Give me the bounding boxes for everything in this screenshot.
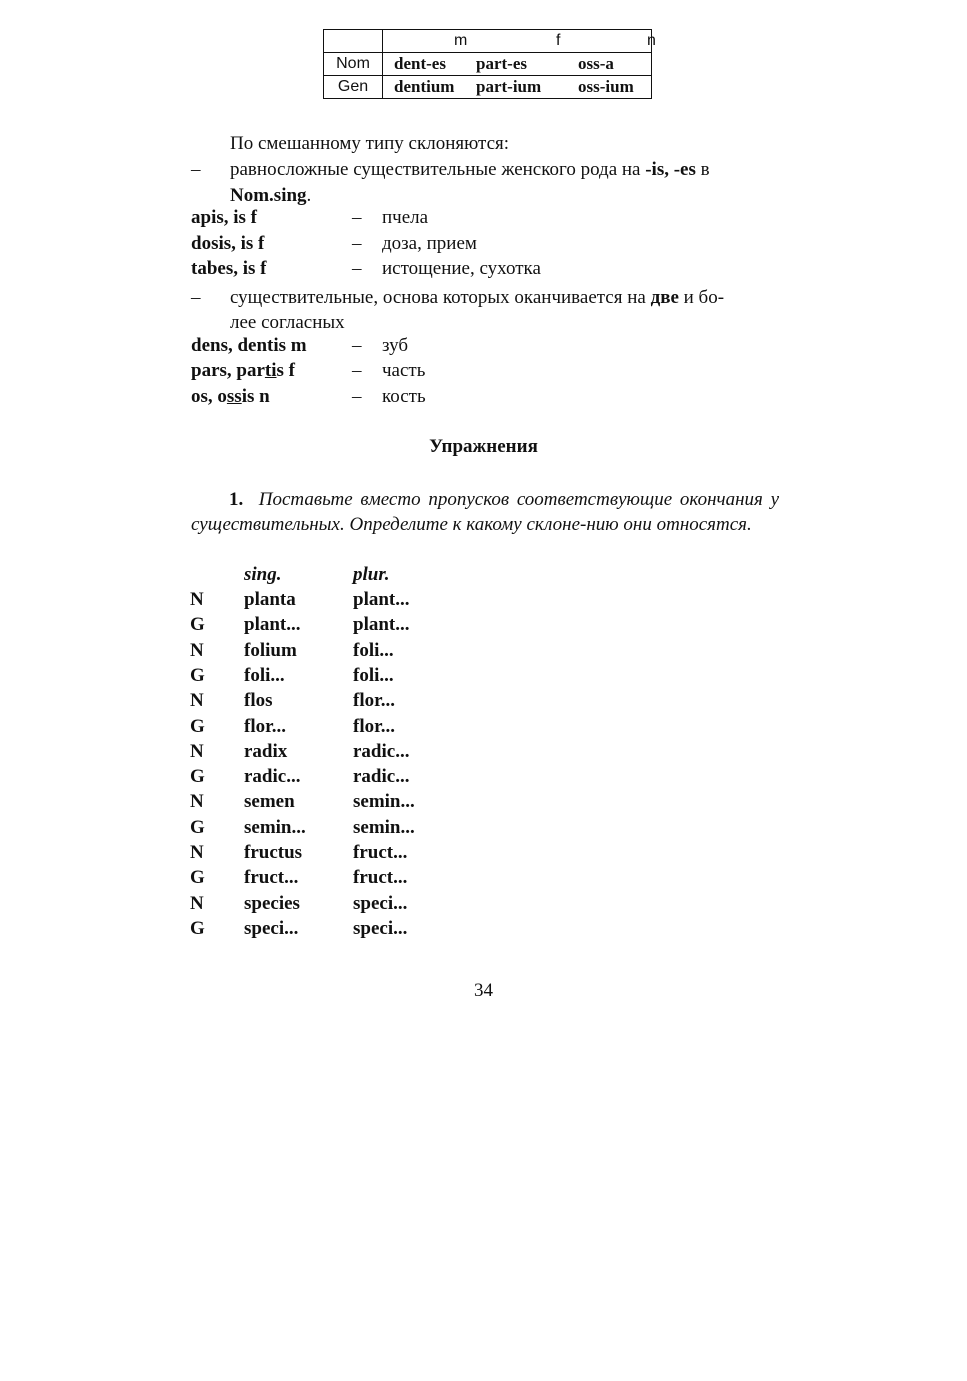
vocab-meaning: доза, прием	[382, 233, 477, 254]
bullet-1-suffix: -is, -es	[645, 159, 696, 180]
singular-form: radix	[244, 741, 288, 762]
bullet-2-text: существительные, основа которых оканчивается на	[230, 287, 651, 308]
table-row-nom	[324, 53, 652, 76]
table-row-gen	[324, 76, 652, 99]
plural-form: fruct...	[353, 867, 408, 888]
vocab-word: tabes, is f	[191, 258, 267, 279]
bullet-2-bold: две	[650, 287, 679, 308]
nom-m: dent-es	[394, 54, 446, 73]
vocab-word-underlined: ss	[226, 386, 242, 407]
vocab-word	[191, 335, 307, 357]
bullet-dash-1: –	[191, 159, 201, 180]
vocab-word-part: s f	[276, 360, 295, 381]
bullet-2-post: и бо-	[678, 287, 725, 308]
plural-form: semin...	[353, 791, 415, 812]
vocab-word	[191, 386, 270, 408]
case-label: G	[190, 867, 205, 888]
row-values-gen	[383, 76, 652, 99]
exercise-instruction	[191, 487, 779, 537]
plural-form: speci...	[353, 893, 408, 914]
bullet-dash-2: –	[191, 287, 201, 308]
table-corner-cell	[324, 30, 383, 53]
row-label-gen: Gen	[324, 76, 383, 99]
case-label: G	[190, 665, 205, 686]
column-header-plur: plur.	[353, 564, 390, 585]
bullet-1-text: равносложные существительные женского рода на	[230, 159, 646, 180]
plural-form: flor...	[353, 690, 396, 711]
case-label: N	[190, 893, 204, 914]
singular-form: fruct...	[244, 867, 299, 888]
vocab-word-part: is n	[241, 386, 270, 407]
header-n: n	[647, 32, 656, 49]
nom-f: part-es	[476, 54, 527, 73]
vocab-word: apis, is f	[191, 207, 257, 228]
table-header-row	[324, 30, 652, 53]
gen-m: dentium	[394, 77, 455, 96]
singular-form: species	[244, 893, 300, 914]
intro-text: По смешанному типу склоняются:	[230, 133, 510, 154]
bullet-2-line-1	[230, 285, 724, 310]
case-label: N	[190, 690, 204, 711]
exercise-text: Поставьте вместо пропусков соответствующие окончания у существительных. Определите к какому склоне-нию они относятся.	[191, 489, 780, 535]
plural-form: radic...	[353, 741, 410, 762]
singular-form: flos	[244, 690, 273, 711]
case-label: N	[190, 842, 204, 863]
case-label: G	[190, 918, 205, 939]
row-values-nom	[383, 53, 652, 76]
case-label: G	[190, 716, 205, 737]
vocab-meaning: зуб	[382, 335, 409, 356]
vocab-word-part: pars, par	[191, 360, 265, 381]
plural-form: foli...	[353, 665, 394, 686]
column-header-sing: sing.	[244, 564, 282, 585]
singular-form: fructus	[244, 842, 303, 863]
plural-form: plant...	[353, 589, 410, 610]
page-number: 34	[474, 980, 493, 1001]
singular-form: semin...	[244, 817, 306, 838]
case-label: N	[190, 741, 204, 762]
singular-form: planta	[244, 589, 296, 610]
vocab-word-underlined: ti	[264, 360, 277, 381]
vocab-word-part: os, o	[191, 386, 227, 407]
plural-form: fruct...	[353, 842, 408, 863]
case-label: N	[190, 791, 204, 812]
singular-form: folium	[244, 640, 297, 661]
case-label: G	[190, 614, 205, 635]
plural-form: speci...	[353, 918, 408, 939]
vocab-dash: –	[352, 233, 362, 254]
vocab-dash: –	[352, 207, 362, 228]
vocab-word-part: dens, dentis m	[191, 335, 307, 356]
vocab-dash: –	[352, 360, 362, 381]
vocab-dash: –	[352, 335, 362, 356]
row-label-nom: Nom	[324, 53, 383, 76]
plural-form: flor...	[353, 716, 396, 737]
vocab-meaning: кость	[382, 386, 426, 407]
singular-form: radic...	[244, 766, 301, 787]
exercise-number: 1.	[229, 489, 244, 510]
vocab-dash: –	[352, 258, 362, 279]
gen-n: oss-ium	[578, 77, 634, 96]
bullet-1-line-1	[230, 157, 710, 182]
table-header-cells	[383, 30, 656, 53]
plural-form: radic...	[353, 766, 410, 787]
singular-form: foli...	[244, 665, 285, 686]
vocab-dash: –	[352, 386, 362, 407]
case-label: G	[190, 766, 205, 787]
bullet-1-nomsing: Nom.sing	[230, 185, 307, 206]
case-label: G	[190, 817, 205, 838]
bullet-1-line-2	[230, 183, 311, 208]
plural-form: foli...	[353, 640, 394, 661]
vocab-word: dosis, is f	[191, 233, 265, 254]
gen-f: part-ium	[476, 77, 542, 96]
case-label: N	[190, 589, 204, 610]
singular-form: semen	[244, 791, 295, 812]
header-m: m	[454, 32, 468, 49]
header-f: f	[556, 32, 561, 49]
bullet-1-post: в	[695, 159, 710, 180]
plural-form: plant...	[353, 614, 410, 635]
vocab-meaning: пчела	[382, 207, 429, 228]
declension-table	[323, 29, 656, 99]
bullet-2-line-2: лее согласных	[230, 312, 345, 333]
nom-n: oss-a	[578, 54, 614, 73]
bullet-1-dot: .	[306, 185, 312, 206]
plural-form: semin...	[353, 817, 415, 838]
singular-form: plant...	[244, 614, 301, 635]
vocab-meaning: часть	[382, 360, 426, 381]
singular-form: flor...	[244, 716, 287, 737]
vocab-word	[191, 360, 295, 382]
case-label: N	[190, 640, 204, 661]
singular-form: speci...	[244, 918, 299, 939]
section-heading: Упражнения	[429, 436, 538, 457]
vocab-meaning: истощение, сухотка	[382, 258, 541, 279]
